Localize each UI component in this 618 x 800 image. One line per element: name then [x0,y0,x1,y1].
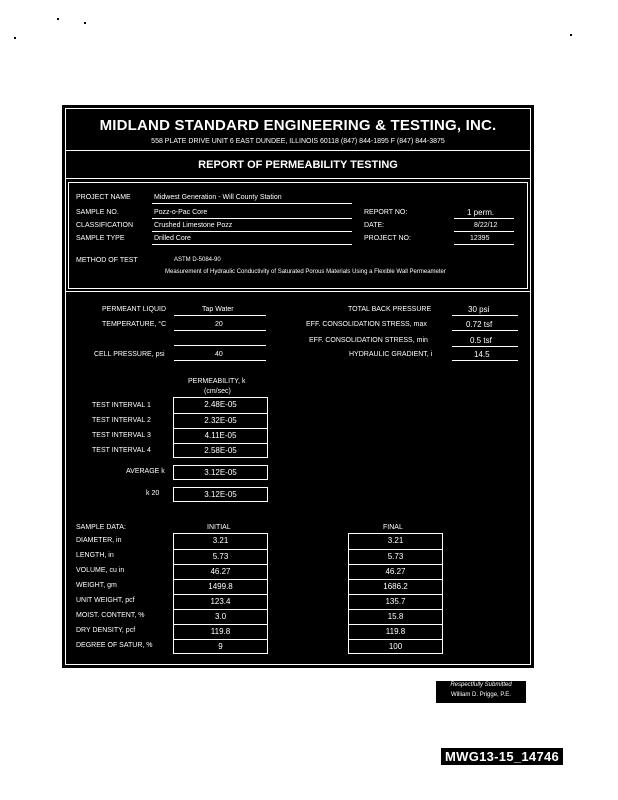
initial-unit-weight: 123.4 [174,594,267,609]
underline [174,315,266,316]
initial-volume: 46.27 [174,564,267,579]
underline [174,360,266,361]
back-pressure-value: 30 psi [468,305,490,314]
company-address: 558 PLATE DRIVE UNIT 6 EAST DUNDEE, ILLINOIS 60118 (847) 844-1895 F (847) 844-3875 [151,138,445,145]
project-no-label: PROJECT NO: [364,235,411,242]
stress-min-label: EFF. CONSOLIDATION STRESS, min [309,337,428,344]
final-saturation: 100 [349,639,442,653]
final-dry-density: 119.8 [349,624,442,639]
permeability-units: (cm/sec) [204,388,231,395]
interval-3-label: TEST INTERVAL 3 [92,432,151,439]
initial-length: 5.73 [174,549,267,564]
gradient-label: HYDRAULIC GRADIENT, i [349,351,433,358]
underline [152,231,352,232]
sample-type-label: SAMPLE TYPE [76,235,125,242]
company-name: MIDLAND STANDARD ENGINEERING & TESTING, INC. [99,117,497,134]
underline [454,231,514,232]
unit-weight-label: UNIT WEIGHT, pcf [76,597,135,604]
k20-label: k 20 [146,490,160,497]
interval-1-label: TEST INTERVAL 1 [92,402,151,409]
signature-block [436,681,526,703]
initial-header: INITIAL [207,524,231,531]
temperature-label: TEMPERATURE, °C [102,321,167,328]
interval-3-value: 4.11E-05 [174,428,267,443]
sample-no-value: Pozz-o-Pac Core [154,209,208,216]
cell-pressure-label: CELL PRESSURE, psi [94,351,165,358]
underline [452,346,518,347]
initial-moisture: 3.0 [174,609,267,624]
report-no-label: REPORT NO: [364,209,408,216]
interval-2-label: TEST INTERVAL 2 [92,417,151,424]
signature-line-2: William D. Prigge, P.E. [451,692,511,698]
volume-label: VOLUME, cu in [76,567,125,574]
average-k-label: AVERAGE k [126,468,165,475]
scan-speck [570,34,572,36]
interval-1-value: 2.48E-05 [204,400,237,409]
final-volume: 46.27 [349,564,442,579]
sample-type-value: Drilled Core [154,235,191,242]
final-column [348,533,443,654]
permeability-table [173,397,268,458]
scan-speck [84,22,86,24]
permeant-value: Tap Water [202,306,234,313]
average-k-value: 3.12E-05 [173,465,268,480]
bates-number: MWG13-15_14746 [441,748,563,765]
interval-4-label: TEST INTERVAL 4 [92,447,151,454]
k20-value: 3.12E-05 [173,487,268,502]
permeability-header: PERMEABILITY, k [188,378,246,385]
initial-dry-density: 119.8 [174,624,267,639]
weight-label: WEIGHT, gm [76,582,117,589]
sample-data-title: SAMPLE DATA: [76,524,126,531]
signature-line-1: Respectfully Submitted [450,682,512,688]
final-weight: 1686.2 [349,579,442,594]
final-moisture: 15.8 [349,609,442,624]
permeability-report [62,105,534,668]
initial-column [173,533,268,654]
stress-max-label: EFF. CONSOLIDATION STRESS, max [306,321,427,328]
sample-no-label: SAMPLE NO. [76,209,119,216]
underline [152,203,352,204]
underline [454,218,514,219]
final-unit-weight: 135.7 [349,594,442,609]
underline [174,330,266,331]
title-divider [65,178,530,179]
final-diameter: 3.21 [387,536,404,545]
saturation-label: DEGREE OF SATUR, % [76,642,153,649]
gradient-value: 14.5 [474,350,490,359]
project-name-value: Midwest Generation - Will County Station [154,194,282,201]
final-header: FINAL [383,524,403,531]
section-divider [65,291,530,292]
permeant-label: PERMEANT LIQUID [102,306,167,313]
diameter-label: DIAMETER, in [76,537,122,544]
method-label: METHOD OF TEST [76,257,138,264]
underline [454,244,514,245]
initial-saturation: 9 [174,639,267,653]
back-pressure-label: TOTAL BACK PRESSURE [348,306,432,313]
cell-pressure-value: 40 [215,351,223,358]
initial-diameter: 3.21 [212,536,229,545]
method-standard: ASTM D-5084-90 [174,257,221,263]
underline [152,244,352,245]
method-description: Measurement of Hydraulic Conductivity of Saturated Porous Materials Using a Flexible Wall Permeameter [165,269,446,275]
underline [452,315,518,316]
project-no-value: 12395 [470,235,490,242]
report-no-value: 1 perm. [467,208,495,217]
moisture-label: MOIST. CONTENT, % [76,612,145,619]
classification-value: Crushed Limestone Pozz [154,222,233,229]
underline [452,360,518,361]
scan-speck [57,18,59,20]
length-label: LENGTH, in [76,552,114,559]
stress-min-value: 0.5 tsf [470,336,492,345]
project-name-label: PROJECT NAME [76,194,131,201]
dry-density-label: DRY DENSITY, pcf [76,627,136,634]
final-length: 5.73 [349,549,442,564]
header-divider [65,150,530,151]
scan-speck [14,37,16,39]
interval-4-value: 2.58E-05 [174,443,267,457]
interval-2-value: 2.32E-05 [174,413,267,428]
date-label: DATE: [364,222,385,229]
date-value: 8/22/12 [474,222,498,229]
underline [152,218,352,219]
initial-weight: 1499.8 [174,579,267,594]
report-title: REPORT OF PERMEABILITY TESTING [198,159,398,171]
temperature-value: 20 [215,321,223,328]
stress-max-value: 0.72 tsf [466,320,493,329]
underline [174,345,266,346]
underline [452,330,518,331]
classification-label: CLASSIFICATION [76,222,134,229]
